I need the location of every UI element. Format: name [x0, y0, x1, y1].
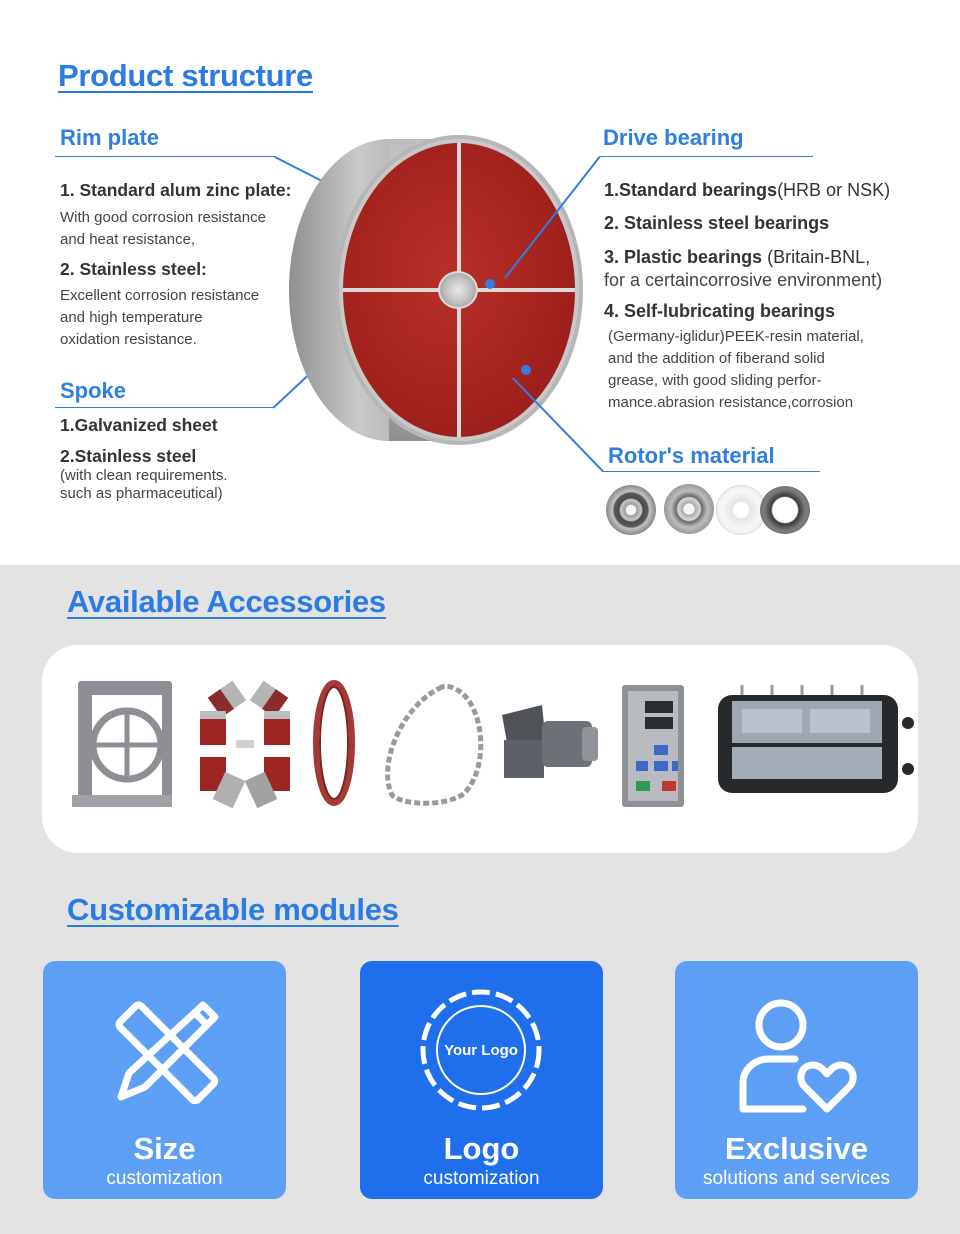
drive-bearing-item1-bold: 1.Standard bearings: [604, 180, 778, 200]
rotor-wheel-image: [285, 135, 585, 445]
module-card-logo[interactable]: [360, 961, 603, 1199]
drive-bearing-item2: 2. Stainless steel bearings: [604, 213, 830, 233]
rim-plate-item2-title: 2. Stainless steel:: [60, 259, 207, 279]
rim-plate-item1-line1: With good corrosion resistance: [60, 209, 266, 226]
drive-chain-image: [388, 686, 481, 803]
rim-plate-title: Rim plate: [60, 125, 160, 150]
module-card-logo-subtitle: customization: [423, 1168, 540, 1189]
drive-bearing-item4-line1: (Germany-iglidur)PEEK-resin material,: [608, 328, 864, 345]
control-box-image: [718, 685, 914, 793]
module-card-exclusive-subtitle: solutions and services: [703, 1168, 890, 1189]
drive-bearing-item3: [604, 247, 870, 268]
module-card-size[interactable]: [43, 961, 286, 1199]
drive-bearing-item3-bold: 3. Plastic bearings: [604, 247, 763, 267]
pencil-ruler-icon: [99, 985, 229, 1115]
spoke-item2: 2.Stainless steel: [60, 446, 197, 466]
spoke-title: Spoke: [60, 378, 127, 403]
rotor-material-rule: [603, 471, 820, 472]
casing-frame-image: [72, 681, 172, 807]
spoke-rule: [55, 407, 273, 408]
stainless-bearing-image: [664, 484, 714, 534]
rim-plate-item1-title: 1. Standard alum zinc plate:: [60, 180, 292, 200]
module-card-size-title: Size: [133, 1131, 196, 1166]
drive-bearing-dot: [485, 279, 495, 289]
steel-bearing-image: [606, 485, 656, 535]
product-structure-title: Product structure: [58, 58, 313, 93]
spoke-item1: 1.Galvanized sheet: [60, 415, 218, 435]
drive-bearing-item1-norm: (HRB or NSK): [777, 180, 891, 200]
plastic-bearing-image: [716, 485, 766, 535]
drive-bearing-item4: 4. Self-lubricating bearings: [604, 301, 836, 321]
drive-bearing-item4-line2: and the addition of fiberand solid: [608, 350, 825, 367]
logo-badge-text: Your Logo: [444, 1042, 518, 1059]
drive-bearing-item1: [604, 180, 890, 201]
rim-plate-item1-line2: and heat resistance,: [60, 231, 196, 248]
rotor-material-title: Rotor's material: [608, 443, 775, 468]
module-card-exclusive-title: Exclusive: [724, 1131, 869, 1166]
rim-plate-item2-line2: and high temperature: [60, 309, 203, 326]
drive-bearing-item3-norm: (Britain-BNL,: [762, 247, 871, 267]
drive-belt-image: [316, 683, 352, 803]
modules-title: Customizable modules: [67, 892, 399, 927]
gear-motor-image: [502, 705, 598, 778]
accessories-illustrations: [42, 645, 918, 853]
rotor-segments-image: [200, 681, 290, 809]
drive-bearing-item4-line3: grease, with good sliding perfor-: [608, 372, 822, 389]
module-card-size-subtitle: customization: [106, 1168, 223, 1189]
spoke-item2-line2: such as pharmaceutical): [60, 485, 223, 502]
drive-bearing-item3-line2: for a certaincorrosive environment): [604, 270, 883, 290]
rim-plate-item2-line3: oxidation resistance.: [60, 331, 197, 348]
module-card-logo-title: Logo: [443, 1131, 520, 1166]
user-heart-icon: [731, 985, 861, 1115]
drive-bearing-rule: [600, 156, 813, 157]
spoke-item2-line1: (with clean requirements.: [60, 467, 228, 484]
accessories-title: Available Accessories: [67, 584, 386, 619]
rotor-material-dot: [521, 365, 531, 375]
controller-panel-image: [622, 685, 684, 807]
logo-badge-icon: [416, 985, 546, 1115]
rotor-media: [343, 143, 575, 437]
drive-bearing-title: Drive bearing: [603, 125, 744, 150]
rim-plate-item2-line1: Excellent corrosion resistance: [60, 287, 260, 304]
module-card-exclusive[interactable]: [675, 961, 918, 1199]
rotor-hub: [438, 271, 478, 309]
sleeve-bearing-image: [760, 486, 810, 534]
drive-bearing-item4-line4: mance.abrasion resistance,corrosion: [608, 394, 854, 411]
rim-plate-rule: [55, 156, 275, 157]
